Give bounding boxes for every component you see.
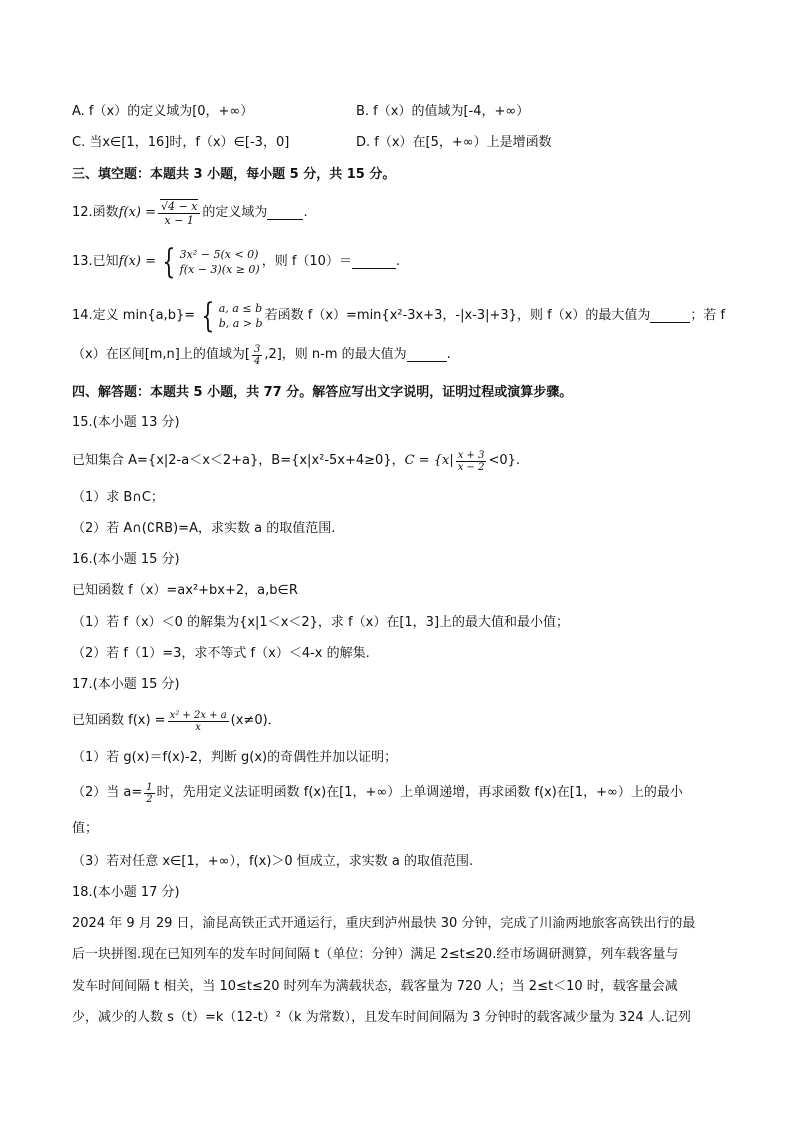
q18-line-3: 发车时间间隔 t 相关，当 10≤t≤20 时列车为满载状态，载客量为 720 人；当 2≤t＜10 时，载客量会减 — [72, 979, 678, 994]
q17-part-2-fraction — [144, 782, 154, 805]
q17-part-3: （3）若对任意 x∈[1，+∞），f(x)＞0 恒成立，求实数 a 的取值范围. — [72, 854, 474, 869]
q14-middle: 若函数 f（x）=min{x²-3x+3，-|x-3|+3}，则 f（x）的最大值为 — [264, 308, 651, 323]
q13-piecewise: { 3x² − 5(x < 0) f(x − 3)(x ≥ 0) — [162, 242, 260, 282]
q15-title: 15.(本小题 13 分) — [72, 415, 180, 430]
q12-answer-blank — [267, 207, 303, 220]
q14-fraction-denominator: 4 — [253, 355, 261, 367]
q17-part-2-numerator: 1 — [146, 781, 153, 793]
q18-line-2: 后一块拼图.现在已知列车的发车时间间隔 t（单位：分钟）满足 2≤t≤20.经市场调研测算，列车载客量与 — [72, 947, 679, 962]
q14-fraction-numerator: 3 — [253, 343, 261, 355]
q12-function: f(x) = — [118, 205, 156, 220]
q12-numerator: √4 − x — [161, 199, 198, 213]
q14-line-2b: ,2]，则 n-m 的最大值为 — [264, 347, 407, 362]
option-a: A. f（x）的定义域为[0，+∞） — [72, 104, 254, 119]
q18-title: 18.(本小题 17 分) — [72, 885, 180, 900]
q13-answer-blank — [352, 256, 396, 269]
q12-suffix: 的定义域为 — [202, 205, 268, 220]
question-12 — [72, 196, 308, 230]
q17-stem — [72, 704, 281, 738]
q17-part-2-denominator: 2 — [146, 793, 153, 805]
q15-fraction-denominator: x − 2 — [457, 461, 485, 473]
q15-set-c-suffix: <0}. — [488, 453, 521, 468]
q14-end: . — [446, 347, 451, 362]
q17-part-2-prefix: （2）当 a= — [72, 785, 143, 800]
q17-fraction — [168, 710, 229, 733]
option-b: B. f（x）的值域为[-4，+∞） — [356, 104, 530, 119]
q12-end: . — [303, 205, 308, 220]
q18-line-1: 2024 年 9 月 29 日，渝昆高铁正式开通运行，重庆到泸州最快 30 分钟，完成了川渝两地旅客高铁出行的最 — [72, 916, 696, 931]
q15-set-c-prefix: C = {x| — [404, 453, 454, 468]
q17-part-2 — [72, 778, 683, 808]
q15-fraction — [456, 450, 487, 473]
q12-denominator: x − 1 — [164, 213, 194, 227]
q14-min-definition: { a, a ≤ b b, a > b — [201, 296, 263, 336]
q12-prefix: 12.函数 — [72, 205, 119, 220]
q14-case-2: b, a > b — [218, 317, 263, 330]
question-14-line-1 — [72, 297, 725, 335]
q16-title: 16.(本小题 15 分) — [72, 552, 180, 567]
question-14-line-2: （x）在区间[m,n]上的值域为 [ $\frac{3}{4}$ ,2]，则 n-m 的最大值为 . — [72, 343, 451, 367]
q17-part-1: （1）若 g(x)＝f(x)-2，判断 g(x)的奇偶性并加以证明； — [72, 750, 398, 765]
q15-part-1: （1）求 B∩C； — [72, 490, 164, 505]
q15-part-2: （2）若 A∩(∁RB)=A，求实数 a 的取值范围. — [72, 521, 336, 536]
q14-fraction — [252, 344, 262, 367]
option-d: D. f（x）在[5，+∞）上是增函数 — [356, 135, 552, 150]
q18-line-4: 少，减少的人数 s（t）=k（12-t）²（k 为常数），且发车时间间隔为 3 分钟时的载客减少量为 324 人.记列 — [72, 1010, 691, 1025]
q17-fraction-numerator: x² + 2x + a — [169, 709, 227, 721]
q14-tail: ；若 f — [690, 308, 726, 323]
q13-function: f(x) = — [118, 254, 156, 269]
q14-case-1: a, a ≤ b — [218, 302, 263, 315]
q17-fraction-denominator: x — [195, 721, 201, 733]
q16-part-1: （1）若 f（x）＜0 的解集为{x|1＜x＜2}，求 f（x）在[1，3]上的最大值和最小值； — [72, 615, 570, 630]
q14-line-2a: （x）在区间[m,n]上的值域为 — [72, 347, 245, 362]
q17-stem-suffix: (x≠0)． — [230, 713, 281, 728]
section-solution-heading: 四、解答题：本题共 5 小题，共 77 分。解答应写出文字说明，证明过程或演算步骤。 — [72, 385, 573, 400]
q14-prefix: 14.定义 min{a,b}= — [72, 308, 196, 323]
q17-stem-prefix: 已知函数 f(x) = — [72, 713, 166, 728]
q15-fraction-numerator: x + 3 — [457, 449, 485, 461]
q13-prefix: 13.已知 — [72, 254, 119, 269]
q15-stem-text: 已知集合 A={x|2-a＜x＜2+a}，B={x|x²-5x+4≥0}， — [72, 453, 405, 468]
option-c: C. 当x∈[1，16]时，f（x）∈[-3，0] — [72, 135, 290, 150]
q17-part-2-line-2: 值； — [72, 821, 99, 836]
q13-case-1: 3x² − 5(x < 0) — [179, 248, 259, 261]
q14-answer-blank-2 — [407, 349, 447, 362]
q13-end: . — [395, 254, 401, 269]
q15-stem — [72, 446, 520, 476]
q13-case-2: f(x − 3)(x ≥ 0) — [179, 263, 260, 276]
q17-title: 17.(本小题 15 分) — [72, 677, 180, 692]
q14-answer-blank-1 — [650, 310, 690, 323]
q17-part-2-suffix: 时，先用定义法证明函数 f(x)在[1，+∞）上单调递增，再求函数 f(x)在[1，+∞）上的最小 — [156, 785, 683, 800]
section-fill-blank-heading: 三、填空题：本题共 3 小题，每小题 5 分，共 15 分。 — [72, 167, 396, 182]
q16-part-2: （2）若 f（1）=3，求不等式 f（x）＜4-x 的解集. — [72, 646, 370, 661]
q13-suffix: ，则 f（10）＝ — [261, 254, 352, 269]
question-13 — [72, 243, 400, 281]
q12-fraction — [158, 200, 200, 227]
q16-stem: 已知函数 f（x）=ax²+bx+2，a,b∈R — [72, 583, 298, 598]
